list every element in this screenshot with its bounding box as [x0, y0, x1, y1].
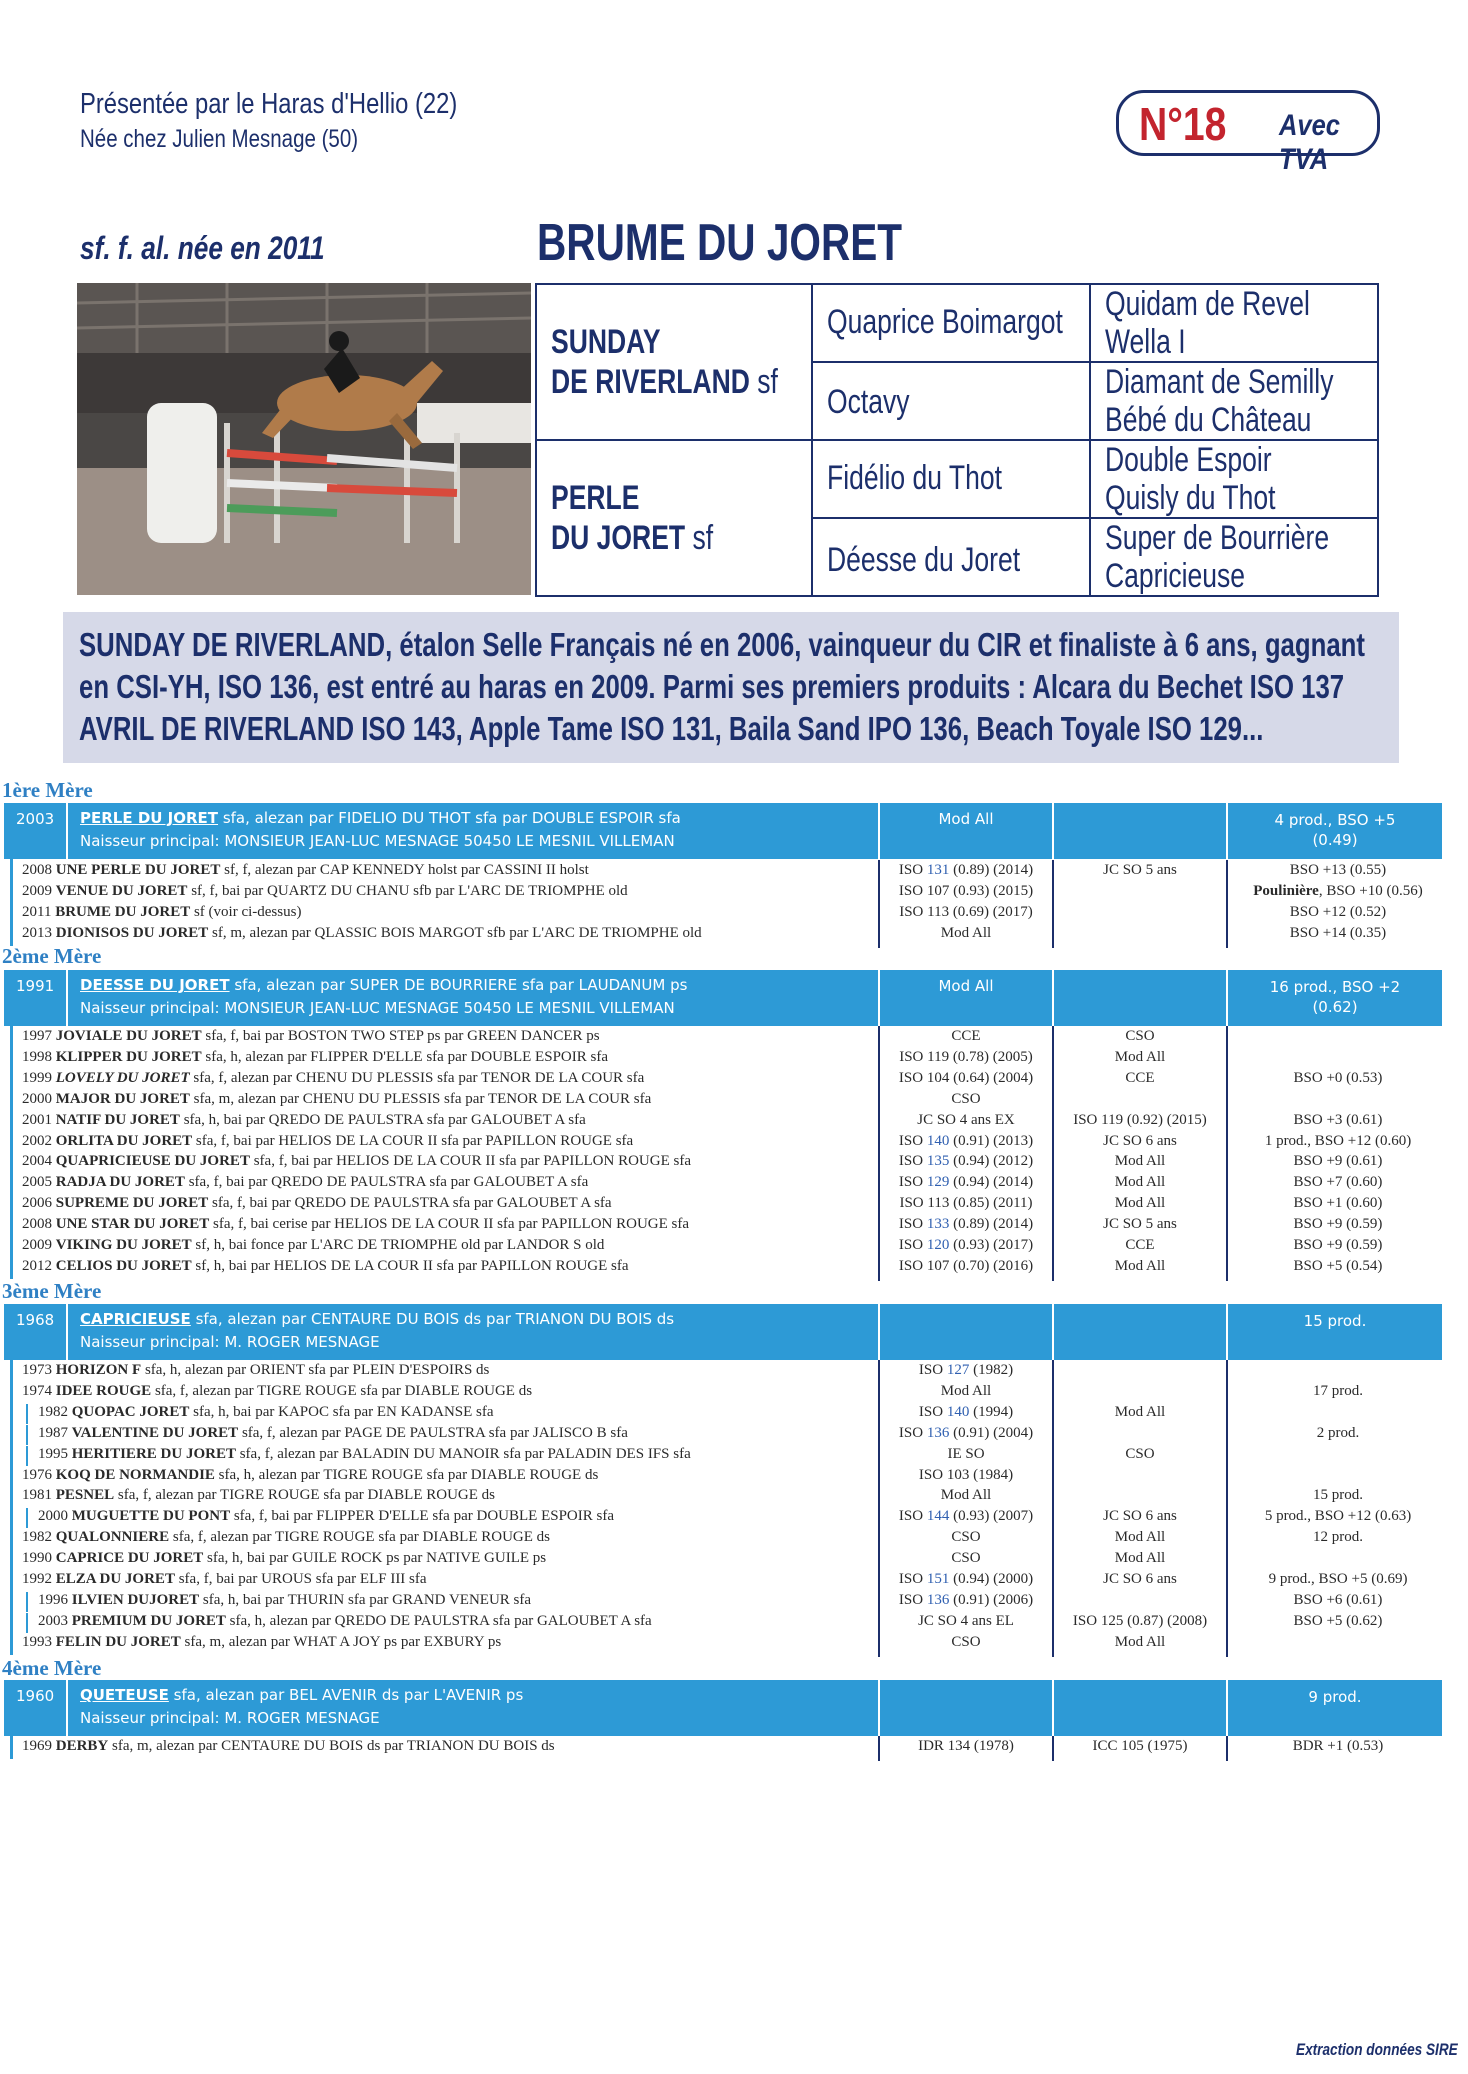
product-perf-1: ISO 107 (0.70) (2016): [898, 1257, 1034, 1274]
lineage-sub-line: [26, 1404, 28, 1424]
product-perf-1: ISO 104 (0.64) (2004): [898, 1069, 1034, 1086]
product-row: [4, 883, 1444, 904]
product-horse-name: PESNEL: [55, 1487, 115, 1504]
generation-header: [4, 1304, 1442, 1360]
product-perf-1: ISO 107 (0.93) (2015): [898, 882, 1034, 899]
product-name: 2008 UNE STAR DU JORET sfa, f, bai cerise par HELIOS DE LA COUR II sfa par PAPILLON ROUGE sfa: [22, 1216, 690, 1233]
product-name: 2004 QUAPRICIEUSE DU JORET sfa, f, bai par HELIOS DE LA COUR II sfa par PAPILLON ROUGE sfa: [22, 1153, 691, 1170]
product-horse-name: RADJA DU JORET: [55, 1174, 185, 1191]
generation-header: [4, 1680, 1442, 1736]
product-row: [4, 1153, 1444, 1174]
granddam-maternal: Déesse du Joret: [827, 541, 1021, 579]
product-perf-1: ISO 140 (0.91) (2013): [898, 1132, 1034, 1149]
product-prod-summary: 12 prod.: [1313, 1529, 1363, 1546]
product-name: 1999 LOVELY DU JORET sfa, f, alezan par CHENU DU PLESSIS sfa par TENOR DE LA COUR sfa: [22, 1069, 645, 1086]
product-perf-2: CCE: [1125, 1069, 1155, 1086]
generation-label: 3ème Mère: [2, 1279, 102, 1303]
product-perf-1: ISO 151 (0.94) (2000): [898, 1571, 1034, 1587]
divider: [66, 1680, 68, 1736]
product-name: 2001 NATIF DU JORET sfa, h, bai par QREDO DE PAULSTRA sfa par GALOUBET A sfa: [22, 1111, 586, 1128]
product-name: 2002 ORLITA DU JORET sfa, f, bai par HELIOS DE LA COUR II sfa par PAPILLON ROUGE sfa: [22, 1132, 634, 1149]
ggp-2: Wella I: [1105, 323, 1186, 361]
product-name: 1973 HORIZON F sfa, h, alezan par ORIENT sfa par PLEIN D'ESPOIRS ds: [22, 1362, 490, 1378]
horse-description: sf. f. al. née en 2011: [80, 230, 325, 266]
product-index: 133: [926, 1216, 950, 1233]
lineage-sub-line: [26, 1613, 28, 1633]
product-prod-summary: BSO +6 (0.61): [1293, 1591, 1383, 1608]
product-row: [4, 862, 1444, 883]
product-horse-name: LOVELY DU JORET: [55, 1069, 190, 1086]
banner-line-3: AVRIL DE RIVERLAND ISO 143, Apple Tame ISO 131, Baila Sand IPO 136, Beach Toyale ISO 129...: [79, 710, 1264, 747]
product-horse-name: DIONISOS DU JORET: [55, 924, 209, 941]
product-perf-1: ISO 135 (0.94) (2012): [898, 1153, 1034, 1170]
sire-name-line1: SUNDAY: [551, 323, 661, 361]
granddam-paternal: Octavy: [827, 383, 910, 421]
product-name: 2012 CELIOS DU JORET sf, h, bai par HELIOS DE LA COUR II sfa par PAPILLON ROUGE sfa: [22, 1257, 629, 1274]
lot-tva: Avec TVA: [1279, 109, 1340, 176]
product-horse-name: NATIF DU JORET: [55, 1111, 180, 1128]
ggp-3: Diamant de Semilly: [1105, 363, 1334, 401]
product-name: 1981 PESNEL sfa, f, alezan par TIGRE ROUGE sfa par DIABLE ROUGE ds: [22, 1487, 495, 1504]
product-perf-2: ISO 125 (0.87) (2008): [1072, 1612, 1208, 1629]
product-horse-name: QUALONNIERE: [55, 1529, 170, 1546]
granddam-paternal-cell: [813, 363, 1091, 441]
dam-prod-summary: 4 prod., BSO +5 (0.49): [1274, 811, 1396, 849]
product-perf-1: ISO 119 (0.78) (2005): [899, 1048, 1033, 1065]
dam-name-bold: DEESSE DU JORET: [80, 976, 230, 994]
product-prod-summary: 1 prod., BSO +12 (0.60): [1264, 1132, 1412, 1149]
dam-name: CAPRICIEUSE sfa, alezan par CENTAURE DU BOIS ds par TRIANON DU BOIS ds: [80, 1310, 675, 1328]
product-horse-name: KOQ DE NORMANDIE: [55, 1466, 215, 1483]
product-prod-summary: BDR +1 (0.53): [1292, 1738, 1384, 1754]
product-horse-name: IDEE ROUGE: [55, 1382, 152, 1399]
product-perf-1: Mod All: [940, 1487, 992, 1504]
pedigree-table: [535, 283, 1379, 597]
product-name: 1997 JOVIALE DU JORET sfa, f, bai par BOSTON TWO STEP ps par GREEN DANCER ps: [22, 1028, 600, 1044]
generation-label: 2ème Mère: [2, 944, 102, 968]
lineage-sub-line: [26, 1508, 28, 1528]
product-perf-1: ISO 140 (1994): [918, 1403, 1014, 1420]
presenter-text: Présentée par le Haras d'Hellio (22): [80, 88, 458, 120]
product-perf-1: ISO 136 (0.91) (2004): [898, 1424, 1034, 1441]
grandsire-maternal-cell: [813, 441, 1091, 519]
product-perf-1: CCE: [951, 1028, 981, 1044]
product-prod-summary: 17 prod.: [1313, 1382, 1363, 1399]
product-name: 1998 KLIPPER DU JORET sfa, h, alezan par FLIPPER D'ELLE sfa par DOUBLE ESPOIR sfa: [22, 1048, 608, 1065]
source-footer: Extraction données SIRE: [1296, 2040, 1458, 2059]
granddam-maternal-cell: [813, 519, 1091, 595]
grandsire-paternal-cell: [813, 285, 1091, 363]
lot-badge: [1116, 90, 1380, 176]
product-name: 1969 DERBY sfa, m, alezan par CENTAURE DU BOIS ds par TRIANON DU BOIS ds: [22, 1738, 555, 1754]
product-perf-1: IDR 134 (1978): [918, 1738, 1014, 1754]
breeder-text: Née chez Julien Mesnage (50): [80, 125, 359, 153]
product-perf-2: Mod All: [1114, 1048, 1166, 1065]
product-horse-name: UNE PERLE DU JORET: [55, 862, 221, 878]
product-horse-name: FELIN DU JORET: [55, 1633, 181, 1650]
product-row: [4, 1258, 1444, 1279]
product-name: 2013 DIONISOS DU JORET sf, m, alezan par QLASSIC BOIS MARGOT sfb par L'ARC DE TRIOMPHE old: [22, 924, 702, 941]
dam-cell: [537, 441, 813, 595]
dam-name-line2-wrap: [551, 519, 713, 557]
product-horse-name: PREMIUM DU JORET: [71, 1612, 226, 1629]
lineage-sub-line: [26, 1446, 28, 1466]
product-horse-name: CELIOS DU JORET: [55, 1257, 192, 1274]
product-row: [4, 1487, 1444, 1508]
product-perf-1: Mod All: [940, 1382, 992, 1399]
show-jumping-image: [77, 283, 531, 595]
product-prod-summary: 15 prod.: [1313, 1487, 1363, 1504]
product-perf-2: Mod All: [1114, 1257, 1166, 1274]
product-row: [4, 1383, 1444, 1404]
dam-prod-summary: 16 prod., BSO +2 (0.62): [1269, 978, 1401, 1016]
product-horse-name: KLIPPER DU JORET: [55, 1048, 202, 1065]
product-prod-summary: BSO +9 (0.61): [1293, 1153, 1383, 1170]
product-perf-1: CSO: [951, 1633, 981, 1650]
product-perf-2: JC SO 6 ans: [1103, 1132, 1177, 1149]
product-perf-1: ISO 131 (0.89) (2014): [898, 862, 1034, 878]
ggp-7: Super de Bourrière: [1105, 519, 1330, 557]
product-horse-name: MUGUETTE DU PONT: [71, 1508, 231, 1525]
product-perf-2: Mod All: [1114, 1195, 1166, 1212]
product-horse-name: VIKING DU JORET: [55, 1237, 192, 1253]
product-perf-1: ISO 129 (0.94) (2014): [898, 1174, 1034, 1191]
dam-prod-summary: 15 prod.: [1303, 1312, 1367, 1330]
product-perf-1: IE SO: [947, 1445, 985, 1462]
product-perf-1: CSO: [951, 1550, 981, 1567]
ggp-cell-2: [1091, 363, 1377, 441]
sire-name-line2: DE RIVERLAND: [551, 363, 750, 401]
product-horse-name: BRUME DU JORET: [55, 903, 191, 920]
product-row: [4, 1446, 1444, 1467]
product-index: 140: [946, 1403, 970, 1420]
generation-header: [4, 803, 1442, 859]
column-divider: [1052, 1304, 1054, 1360]
product-row: [4, 1028, 1444, 1049]
product-name: 1974 IDEE ROUGE sfa, f, alezan par TIGRE ROUGE sfa par DIABLE ROUGE ds: [22, 1382, 533, 1399]
product-prod-summary: BSO +3 (0.61): [1293, 1111, 1383, 1128]
product-name: 2005 RADJA DU JORET sfa, f, bai par QREDO DE PAULSTRA sfa par GALOUBET A sfa: [22, 1174, 589, 1191]
generation-header: [4, 970, 1442, 1026]
product-prod-summary: Poulinière, BSO +10 (0.56): [1253, 882, 1423, 899]
product-row: [4, 1112, 1444, 1133]
dam-perf: Mod All: [938, 977, 994, 995]
product-perf-1: ISO 144 (0.93) (2007): [898, 1508, 1034, 1525]
dam-name: QUETEUSE sfa, alezan par BEL AVENIR ds par L'AVENIR ps: [80, 1686, 524, 1704]
product-row: [4, 1049, 1444, 1070]
dam-name-bold: CAPRICIEUSE: [80, 1310, 191, 1328]
dam-breeder: Naisseur principal: MONSIEUR JEAN-LUC MESNAGE 50450 LE MESNIL VILLEMAN: [80, 999, 675, 1017]
dam-breeder: Naisseur principal: M. ROGER MESNAGE: [80, 1709, 380, 1727]
product-perf-2: JC SO 6 ans: [1103, 1508, 1177, 1525]
dam-name-bold: PERLE DU JORET: [80, 809, 219, 827]
product-name: 2000 MUGUETTE DU PONT sfa, f, bai par FLIPPER D'ELLE sfa par DOUBLE ESPOIR sfa: [38, 1508, 614, 1525]
product-horse-name: CAPRICE DU JORET: [55, 1550, 204, 1567]
product-name: 2009 VENUE DU JORET sf, f, bai par QUARTZ DU CHANU sfb par L'ARC DE TRIOMPHE old: [22, 882, 628, 899]
product-row: [4, 1634, 1444, 1655]
sire-name-line2-wrap: [551, 363, 778, 401]
product-row: [4, 1237, 1444, 1258]
product-prod-summary: BSO +7 (0.60): [1293, 1174, 1383, 1191]
product-name: 2000 MAJOR DU JORET sfa, m, alezan par CHENU DU PLESSIS sfa par TENOR DE LA COUR sfa: [22, 1090, 652, 1107]
product-name: 1995 HERITIERE DU JORET sfa, f, alezan par BALADIN DU MANOIR sfa par PALADIN DES IFS sfa: [38, 1445, 691, 1462]
product-name: 2006 SUPREME DU JORET sfa, f, bai par QREDO DE PAULSTRA sfa par GALOUBET A sfa: [22, 1195, 612, 1212]
product-horse-name: QUOPAC JORET: [71, 1403, 190, 1420]
horse-photo: [77, 283, 531, 595]
product-name: 1990 CAPRICE DU JORET sfa, h, bai par GUILE ROCK ps par NATIVE GUILE ps: [22, 1550, 547, 1567]
product-horse-name: JOVIALE DU JORET: [55, 1028, 202, 1044]
product-horse-name: SUPREME DU JORET: [55, 1195, 209, 1212]
horse-name: BRUME DU JORET: [537, 214, 903, 272]
dam-name-bold: QUETEUSE: [80, 1686, 169, 1704]
dam-year: 2003: [16, 810, 55, 828]
product-prod-summary: BSO +9 (0.59): [1293, 1216, 1383, 1233]
sire-breed: sf: [757, 363, 778, 401]
product-perf-2: ISO 119 (0.92) (2015): [1073, 1111, 1207, 1128]
product-perf-2: Mod All: [1114, 1633, 1166, 1650]
product-name: 2011 BRUME DU JORET sf (voir ci-dessus): [22, 903, 302, 920]
product-prod-summary: BSO +13 (0.55): [1289, 862, 1387, 878]
product-horse-name: HORIZON F: [55, 1362, 142, 1378]
dam-year: 1968: [16, 1311, 55, 1329]
grandsire-paternal: Quaprice Boimargot: [827, 303, 1063, 341]
product-index: 129: [926, 1174, 950, 1191]
product-perf-2: Mod All: [1114, 1550, 1166, 1567]
product-row: [4, 1091, 1444, 1112]
product-perf-1: ISO 136 (0.91) (2006): [898, 1591, 1034, 1608]
product-perf-2: JC SO 5 ans: [1103, 1216, 1177, 1233]
product-horse-name: DERBY: [55, 1738, 109, 1754]
product-index: 127: [946, 1362, 970, 1378]
product-row: [4, 904, 1444, 925]
product-prod-summary: 5 prod., BSO +12 (0.63): [1264, 1508, 1412, 1525]
product-row: [4, 1174, 1444, 1195]
product-index: 131: [926, 862, 950, 878]
product-row: [4, 1467, 1444, 1488]
dam-breeder: Naisseur principal: M. ROGER MESNAGE: [80, 1333, 380, 1351]
product-perf-2: CCE: [1125, 1237, 1155, 1253]
column-divider: [1052, 970, 1054, 1026]
product-prod-summary: BSO +9 (0.59): [1293, 1237, 1383, 1253]
product-index: 136: [926, 1591, 950, 1608]
product-prod-summary: 2 prod.: [1316, 1424, 1360, 1441]
product-perf-1: ISO 127 (1982): [918, 1362, 1014, 1378]
product-perf-2: CSO: [1125, 1445, 1155, 1462]
product-horse-name: VALENTINE DU JORET: [71, 1424, 239, 1441]
product-row: [4, 1529, 1444, 1550]
product-perf-1: ISO 103 (1984): [918, 1466, 1014, 1483]
product-perf-1: CSO: [951, 1529, 981, 1546]
product-perf-1: JC SO 4 ans EL: [918, 1612, 1014, 1629]
ggp-4: Bébé du Château: [1105, 401, 1312, 439]
product-row: [4, 1070, 1444, 1091]
product-row: [4, 1508, 1444, 1529]
product-perf-1: ISO 133 (0.89) (2014): [898, 1216, 1034, 1233]
product-index: 135: [926, 1153, 950, 1170]
product-index: 140: [926, 1132, 950, 1149]
product-prod-summary: BSO +14 (0.35): [1289, 924, 1387, 941]
product-name: 1987 VALENTINE DU JORET sfa, f, alezan par PAGE DE PAULSTRA sfa par JALISCO B sfa: [38, 1424, 628, 1441]
ggp-1: Quidam de Revel: [1105, 285, 1310, 323]
banner-line-2: en CSI-YH, ISO 136, est entré au haras en 2009. Parmi ses premiers produits : Alcara du Bechet ISO 137: [79, 668, 1345, 705]
product-status: Poulinière: [1253, 882, 1319, 899]
dam-year: 1960: [16, 1687, 55, 1705]
product-perf-1: ISO 113 (0.69) (2017): [899, 903, 1033, 920]
dam-breed: sf: [692, 519, 714, 557]
dam-perf: Mod All: [938, 810, 994, 828]
product-name: 2008 UNE PERLE DU JORET sf, f, alezan par CAP KENNEDY holst par CASSINI II holst: [22, 862, 589, 878]
product-row: [4, 1362, 1444, 1383]
product-index: 136: [926, 1424, 950, 1441]
ggp-cell-4: [1091, 519, 1377, 595]
dam-breeder: Naisseur principal: MONSIEUR JEAN-LUC MESNAGE 50450 LE MESNIL VILLEMAN: [80, 832, 675, 850]
product-row: [4, 1133, 1444, 1154]
product-row: [4, 1592, 1444, 1613]
divider: [66, 970, 68, 1026]
dam-year: 1991: [16, 977, 55, 995]
ggp-cell-1: [1091, 285, 1377, 363]
product-name: 2003 PREMIUM DU JORET sfa, h, alezan par QREDO DE PAULSTRA sfa par GALOUBET A sfa: [38, 1612, 652, 1629]
generation-label: 4ème Mère: [2, 1656, 102, 1680]
grandsire-maternal: Fidélio du Thot: [827, 459, 1002, 497]
product-prod-summary: BSO +5 (0.54): [1293, 1257, 1383, 1274]
ggp-cell-3: [1091, 441, 1377, 519]
divider: [66, 1304, 68, 1360]
product-row: [4, 925, 1444, 946]
product-prod-summary: 9 prod., BSO +5 (0.69): [1268, 1571, 1408, 1587]
product-index: 144: [926, 1508, 950, 1525]
ggp-8: Capricieuse: [1105, 557, 1246, 595]
product-row: [4, 1738, 1444, 1759]
product-name: 1982 QUALONNIERE sfa, f, alezan par TIGRE ROUGE sfa par DIABLE ROUGE ds: [22, 1529, 550, 1546]
product-perf-2: Mod All: [1114, 1403, 1166, 1420]
product-horse-name: ILVIEN DUJORET: [71, 1591, 200, 1608]
product-name: 2009 VIKING DU JORET sf, h, bai fonce par L'ARC DE TRIOMPHE old par LANDOR S old: [22, 1237, 605, 1253]
product-perf-1: CSO: [951, 1090, 981, 1107]
ggp-6: Quisly du Thot: [1105, 479, 1276, 517]
column-divider: [878, 1304, 880, 1360]
product-horse-name: QUAPRICIEUSE DU JORET: [55, 1153, 250, 1170]
product-perf-2: CSO: [1125, 1028, 1155, 1044]
product-perf-1: JC SO 4 ans EX: [917, 1111, 1015, 1128]
product-perf-1: ISO 113 (0.85) (2011): [899, 1195, 1033, 1212]
product-perf-2: ICC 105 (1975): [1092, 1738, 1188, 1754]
product-perf-2: Mod All: [1114, 1153, 1166, 1170]
product-name: 1992 ELZA DU JORET sfa, f, bai par UROUS sfa par ELF III sfa: [22, 1571, 427, 1587]
product-horse-name: ORLITA DU JORET: [55, 1132, 193, 1149]
dam-name: PERLE DU JORET sfa, alezan par FIDELIO DU THOT sfa par DOUBLE ESPOIR sfa: [80, 809, 681, 827]
dam-name: DEESSE DU JORET sfa, alezan par SUPER DE BOURRIERE sfa par LAUDANUM ps: [80, 976, 688, 994]
product-row: [4, 1613, 1444, 1634]
product-prod-summary: BSO +1 (0.60): [1293, 1195, 1383, 1212]
product-perf-1: ISO 120 (0.93) (2017): [898, 1237, 1034, 1253]
product-row: [4, 1195, 1444, 1216]
product-perf-2: Mod All: [1114, 1174, 1166, 1191]
product-index: 151: [926, 1571, 950, 1587]
product-prod-summary: BSO +0 (0.53): [1293, 1069, 1383, 1086]
product-prod-summary: BSO +5 (0.62): [1293, 1612, 1383, 1629]
product-name: 1976 KOQ DE NORMANDIE sfa, h, alezan par TIGRE ROUGE sfa par DIABLE ROUGE ds: [22, 1466, 599, 1483]
product-name: 1982 QUOPAC JORET sfa, h, bai par KAPOC sfa par EN KADANSE sfa: [38, 1403, 494, 1420]
column-divider: [1052, 803, 1054, 859]
product-perf-2: JC SO 6 ans: [1103, 1571, 1177, 1587]
product-index: 120: [926, 1237, 950, 1253]
dam-name-line1: PERLE: [551, 479, 640, 517]
product-horse-name: HERITIERE DU JORET: [71, 1445, 236, 1462]
product-horse-name: UNE STAR DU JORET: [55, 1216, 210, 1233]
lot-number: N°18: [1139, 98, 1227, 150]
product-horse-name: MAJOR DU JORET: [55, 1090, 190, 1107]
product-horse-name: VENUE DU JORET: [55, 882, 188, 899]
column-divider: [1052, 1680, 1054, 1736]
sire-comment-banner: [63, 612, 1399, 763]
product-row: [4, 1550, 1444, 1571]
banner-line-1: SUNDAY DE RIVERLAND, étalon Selle Français né en 2006, vainqueur du CIR et finaliste à 6 ans, gagnant: [79, 626, 1365, 663]
product-horse-name: ELZA DU JORET: [55, 1571, 175, 1587]
sire-cell: [537, 285, 813, 441]
dam-prod-summary: 9 prod.: [1308, 1688, 1362, 1706]
product-row: [4, 1425, 1444, 1446]
product-row: [4, 1216, 1444, 1237]
divider: [66, 803, 68, 859]
product-name: 1993 FELIN DU JORET sfa, m, alezan par WHAT A JOY ps par EXBURY ps: [22, 1633, 502, 1650]
lineage-sub-line: [26, 1425, 28, 1445]
generation-label: 1ère Mère: [2, 778, 93, 802]
column-divider: [878, 1680, 880, 1736]
product-row: [4, 1404, 1444, 1425]
ggp-5: Double Espoir: [1105, 441, 1272, 479]
lineage-sub-line: [26, 1592, 28, 1612]
product-perf-1: Mod All: [940, 924, 992, 941]
product-perf-2: Mod All: [1114, 1529, 1166, 1546]
dam-name-line2: DU JORET: [551, 519, 686, 557]
product-perf-2: JC SO 5 ans: [1103, 862, 1177, 878]
product-name: 1996 ILVIEN DUJORET sfa, h, bai par THURIN sfa par GRAND VENEUR sfa: [38, 1591, 532, 1608]
product-row: [4, 1571, 1444, 1592]
product-prod-summary: BSO +12 (0.52): [1289, 903, 1387, 920]
